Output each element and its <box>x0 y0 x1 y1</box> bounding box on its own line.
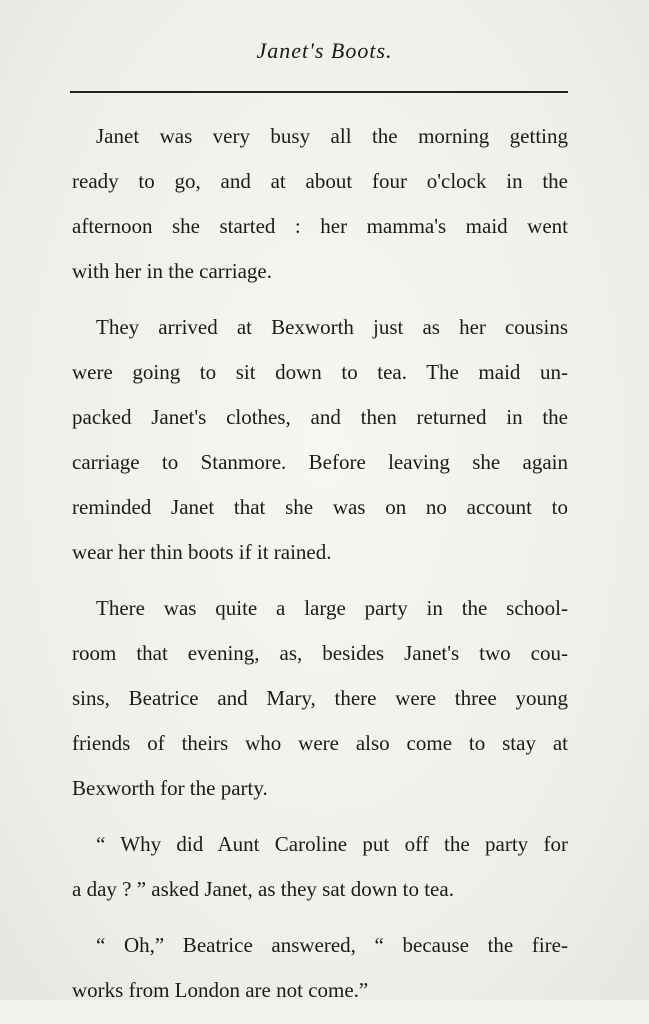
paragraph-3 <box>72 586 568 811</box>
text-line: with her in the carriage. <box>72 259 272 283</box>
text-line: works from London are not come.” <box>72 978 369 1002</box>
text-line: packed Janet's clothes, and then returned in the <box>72 405 568 429</box>
paragraph-2 <box>72 305 568 575</box>
text-line: “ Oh,” Beatrice answered, “ because the fire- <box>96 933 568 957</box>
body-text <box>72 114 568 1024</box>
paragraph-4 <box>72 822 568 912</box>
text-line: were going to sit down to tea. The maid un- <box>72 360 568 384</box>
text-line: wear her thin boots if it rained. <box>72 540 332 564</box>
text-line: a day ? ” asked Janet, as they sat down to tea. <box>72 877 454 901</box>
text-line: carriage to Stanmore. Before leaving she again <box>72 450 568 474</box>
text-line: reminded Janet that she was on no account to <box>72 495 568 519</box>
running-title: Janet's Boots. <box>256 38 393 63</box>
text-line: There was quite a large party in the school- <box>96 596 568 620</box>
text-line: “ Why did Aunt Caroline put off the party for <box>96 832 568 856</box>
text-line: They arrived at Bexworth just as her cousins <box>96 315 568 339</box>
text-line: sins, Beatrice and Mary, there were three young <box>72 686 568 710</box>
text-line: afternoon she started : her mamma's maid went <box>72 214 568 238</box>
text-line: friends of theirs who were also come to stay at <box>72 731 568 755</box>
header-rule <box>70 91 568 93</box>
paragraph-1 <box>72 114 568 294</box>
text-line: ready to go, and at about four o'clock in the <box>72 169 568 193</box>
text-line: room that evening, as, besides Janet's two cou- <box>72 641 568 665</box>
text-line: Bexworth for the party. <box>72 776 268 800</box>
text-line: Janet was very busy all the morning getting <box>96 124 568 148</box>
